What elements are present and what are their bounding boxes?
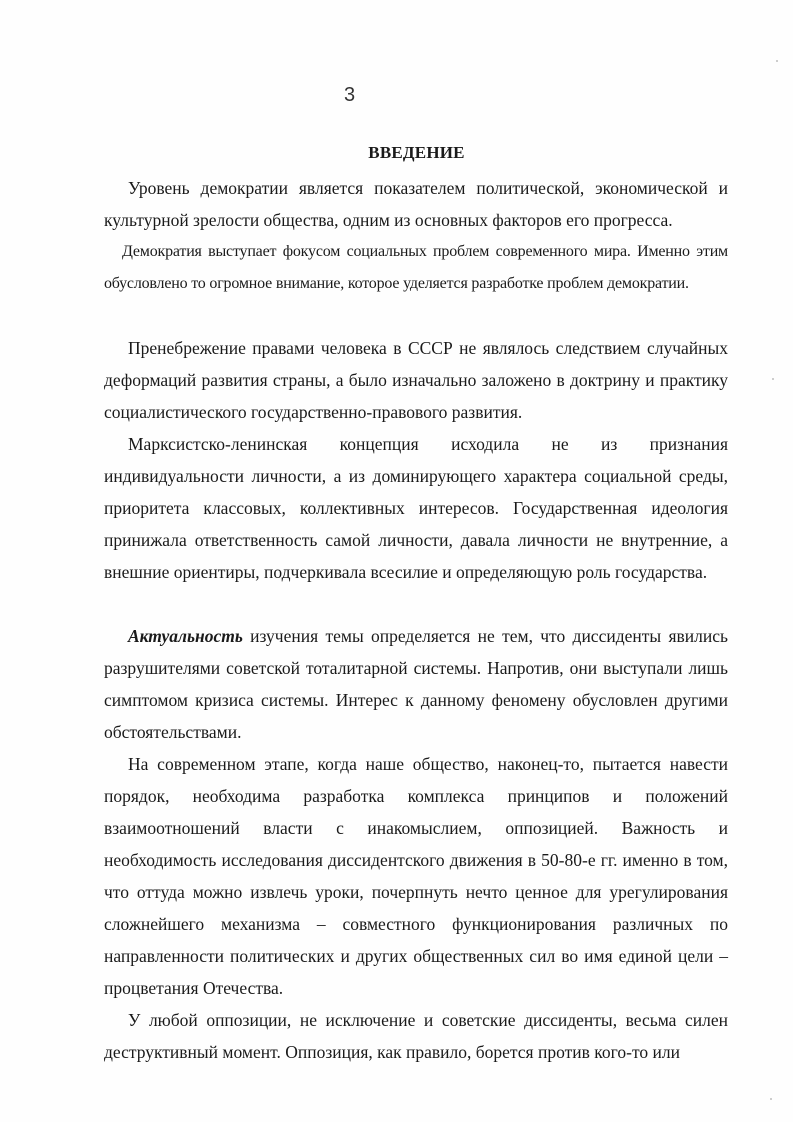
scan-speck <box>776 60 778 62</box>
paragraph-democracy-focus: Демократия выступает фокусом социальных проблем современного мира. Именно этим обусловлено то огромное внимание, которое уделяется разработке проблем демократии. <box>104 243 728 292</box>
section-heading <box>0 143 793 163</box>
paragraph-human-rights: Пренебрежение правами человека в СССР не являлось следствием случайных деформаций развития страны, а было изначально заложено в доктрину и практику социалистического государственно-правового развития. <box>104 338 728 422</box>
paragraph-marxist-concept: Марксистско-ленинская концепция исходила не из признания индивидуальности личности, а из доминирующего характера социальной среды, приоритета классовых, коллективных интересов. Государственная идеология принижала ответственность самой личности, давала личности не внутренние, а внешние ориентиры, подчеркивала всесилие и определяющую роль государства. <box>104 434 728 582</box>
scan-speck <box>770 1098 772 1100</box>
section-heading-text: ВВЕДЕНИЕ <box>368 143 465 162</box>
page-number: 3 <box>344 84 356 106</box>
paragraph-opposition: У любой оппозиции, не исключение и советские диссиденты, весьма силен деструктивный момент. Оппозиция, как правило, борется против кого-то или <box>104 1010 728 1062</box>
paragraph-current-stage: На современном этапе, когда наше общество, наконец-то, пытается навести порядок, необходима разработка комплекса принципов и положений взаимоотношений власти с инакомыслием, оппозицией. Важность и необходимость исследования диссидентского движения в 50-80-е гг. именно в том, что оттуда можно извлечь уроки, почерпнуть нечто ценное для урегулирования сложнейшего механизма – совместного функционирования различных по направленности политических и других общественных сил во имя единой цели – процветания Отечества. <box>104 754 728 998</box>
relevance-body: изучения темы определяется не тем, что диссиденты явились разрушителями советской тоталитарной системы. Напротив, они выступали лишь симптомом кризиса системы. Интерес к данному феномену обусловлен другими обстоятельствами. <box>104 626 728 742</box>
scan-speck <box>772 378 774 380</box>
relevance-lead-term: Актуальность <box>128 626 243 646</box>
paragraph-relevance <box>104 620 728 748</box>
paragraph-democracy-level: Уровень демократии является показателем политической, экономической и культурной зрелости общества, одним из основных факторов его прогресса. <box>104 178 728 230</box>
